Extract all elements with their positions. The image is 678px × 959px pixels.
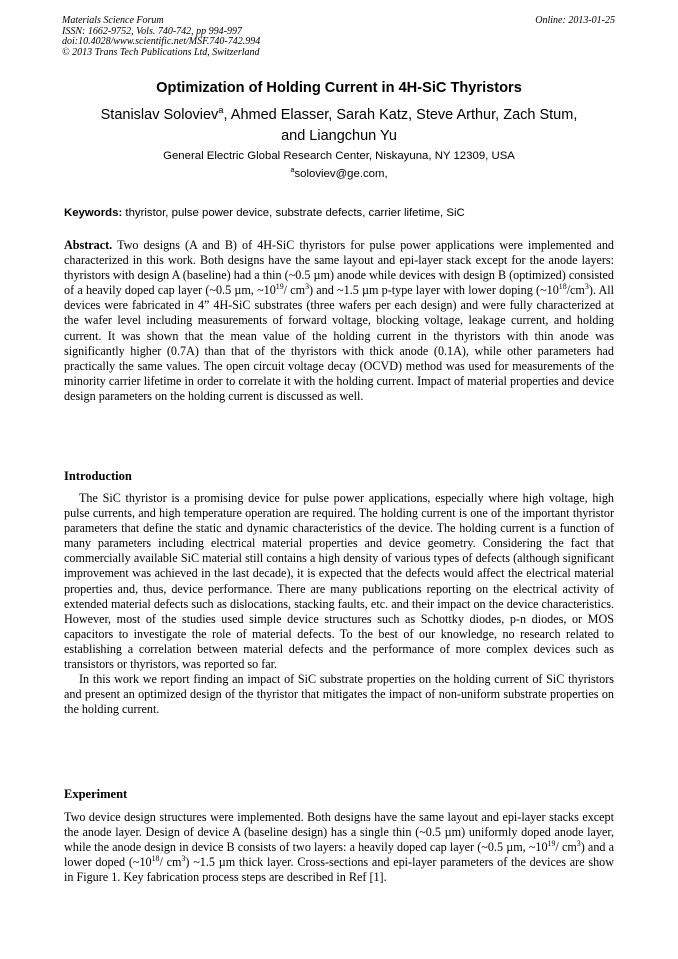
experiment-text: / cm bbox=[159, 855, 182, 870]
introduction-paragraph-1: The SiC thyristor is a promising device for pulse power applications, especially where high voltage, high pulse currents, and high temperature operation are required. The holding current is one of the important thyristor parameters that define the static and dynamic characteristics of the device. The holding current is a function of many parameters including electrical material properties and device geometry. Considering the fact that commercially available SiC material still contains a high density of various types of defects (although significant improvement was achieved in the last decade), it is expected that the defects would affect the electrical material properties and, thus, device performance. There are many publications reporting on the electrical activity of extended material defects such as dislocations, stacking faults, etc. and their impact on the device characteristics. However, most of the studies used simple device structures such as Schottky diodes, p-n diodes, or MOS capacitors to investigate the role of material defects. To the best of our knowledge, no research related to establishing a correlation between material defects and the performance of more complex devices such as transistors or thyristors, was reported so far. bbox=[64, 491, 614, 672]
author-line-2: and Liangchun Yu bbox=[281, 128, 397, 144]
doi-line: doi:10.4028/www.scientific.net/MSF.740-742.994 bbox=[62, 36, 261, 47]
paper-title: Optimization of Holding Current in 4H-SiC Thyristors bbox=[156, 80, 522, 96]
abstract-text: ) and ~1.5 µm p-type layer with lower doping (~10 bbox=[309, 283, 559, 298]
abstract-sup: 3 bbox=[305, 282, 310, 292]
experiment-sup: 3 bbox=[576, 839, 581, 849]
experiment-sup: 3 bbox=[181, 854, 186, 864]
abstract-sup: 3 bbox=[584, 282, 589, 292]
introduction-paragraph-2: In this work we report finding an impact of SiC substrate properties on the holding current of SiC thyristors and present an optimized design of the thyristor that mitigates the impact of non-uniform substrate properties on the holding current. bbox=[64, 672, 614, 717]
abstract-text: /cm bbox=[566, 283, 585, 298]
abstract-sup: 18 bbox=[558, 282, 567, 292]
experiment-heading: Experiment bbox=[64, 787, 128, 801]
introduction-heading: Introduction bbox=[64, 469, 132, 483]
experiment-text: ) ~1.5 µm thick layer. Cross-sections and epi-layer parameters of the devices are show in Figure 1. Key fabrication process steps are described in Ref [1]. bbox=[64, 855, 614, 885]
experiment-body bbox=[64, 810, 614, 885]
co-authors: , Ahmed Elasser, Sarah Katz, Steve Arthur, Zach Stum, bbox=[223, 107, 578, 123]
journal-name: Materials Science Forum bbox=[62, 15, 164, 26]
online-date: Online: 2013-01-25 bbox=[535, 15, 615, 26]
email-superscript: a bbox=[290, 165, 295, 175]
abstract-text: / cm bbox=[283, 283, 306, 298]
issn-line: ISSN: 1662-9752, Vols. 740-742, pp 994-997 bbox=[62, 25, 242, 37]
experiment-text: ) and a lower doped (~10 bbox=[64, 840, 615, 870]
abstract bbox=[64, 238, 614, 404]
keywords bbox=[64, 207, 614, 219]
keywords-label: Keywords: bbox=[64, 207, 123, 219]
affiliation: General Electric Global Research Center, Niskayuna, NY 12309, USA bbox=[163, 150, 515, 162]
author-superscript: a bbox=[218, 104, 224, 116]
abstract-sup: 19 bbox=[275, 282, 284, 292]
keywords-list: thyristor, pulse power device, substrate defects, carrier lifetime, SiC bbox=[122, 207, 465, 219]
abstract-text: ). All devices were fabricated in 4” 4H-SiC substrates (three wafers per each design) and were fully characterized at the wafer level including measurements of forward voltage, blocking voltage, leakage current, and holding current. It was shown that the mean value of the holding current in the thyristors with thin anode was significantly higher (0.7A) than that of the thyristors with thick anode (0.1A), while other parameters had practically the same values. The open circuit voltage decay (OCVD) method was used for measurements of the minority carrier lifetime in order to correlate it with the holding current. Impact of material properties and device design parameters on the holding current is discussed as well. bbox=[64, 283, 614, 403]
journal-header bbox=[62, 16, 260, 58]
first-author: Stanislav Soloviev bbox=[100, 107, 219, 123]
author-list bbox=[64, 105, 614, 147]
abstract-text: Two designs (A and B) of 4H-SiC thyristors for pulse power applications were implemented and characterized in this work. Both designs have the same layout and epi-layer stack except for the anode layers: thyristors with design A (baseline) had a thin (~0.5 µm) anode while devices with design B (optimized) consisted of a heavily doped cap layer (~0.5 µm, ~10 bbox=[64, 238, 614, 298]
experiment-text: / cm bbox=[555, 840, 577, 855]
email-address: soloviev@ge.com, bbox=[294, 168, 388, 180]
author-line-1 bbox=[64, 105, 614, 126]
copyright-line: © 2013 Trans Tech Publications Ltd, Switzerland bbox=[62, 46, 260, 58]
abstract-label: Abstract. bbox=[64, 238, 113, 252]
experiment-sup: 18 bbox=[151, 854, 160, 864]
introduction-body bbox=[64, 491, 614, 717]
author-email bbox=[64, 165, 614, 180]
experiment-text: Two device design structures were implemented. Both designs have the same layout and epi-layer stacks except the anode layer. Design of device A (baseline design) has a single thin (~0.5 µm) uniformly doped anode layer, while the anode design in device B consists of two layers: a heavily doped cap layer (~0.5 µm, ~10 bbox=[64, 810, 614, 855]
experiment-sup: 19 bbox=[547, 839, 556, 849]
